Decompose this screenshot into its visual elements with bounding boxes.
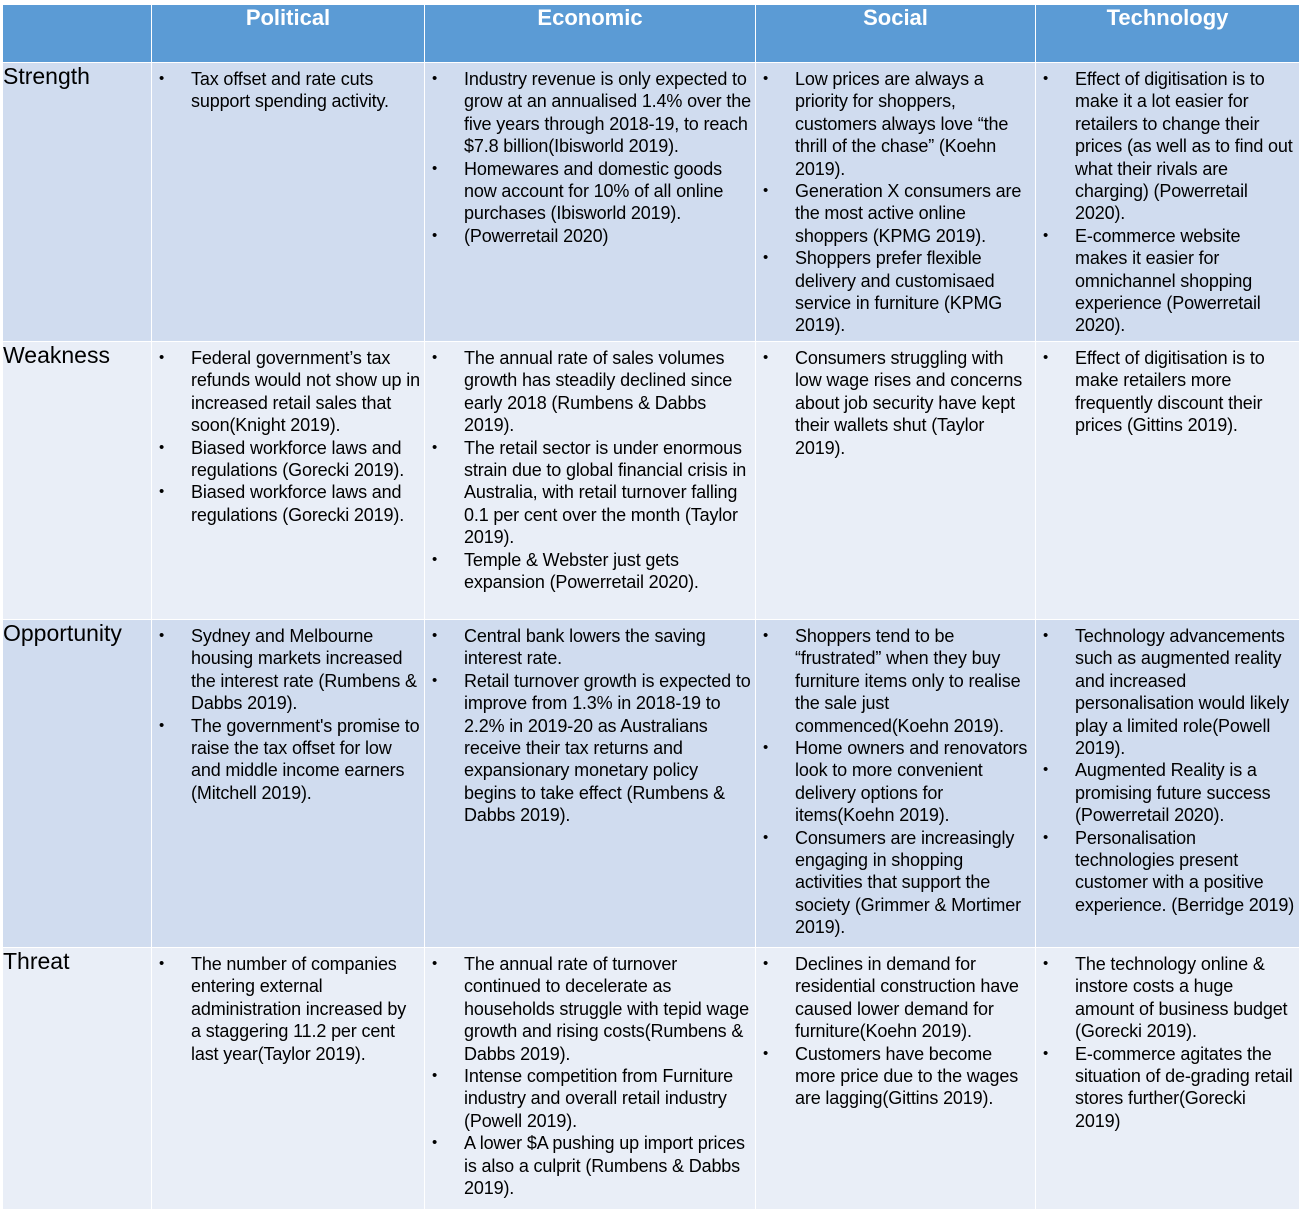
bullet-list — [756, 948, 1035, 1110]
column-header-economic: Economic — [425, 5, 756, 63]
bullet-item: • The retail sector is under enormous strain due to global financial crisis in Australia, with retail turnover falling 0.1 per cent over the month (Taylor 2019). — [425, 437, 751, 549]
bullet-list — [425, 620, 755, 827]
row-strength — [3, 63, 1300, 342]
row-header-strength: Strength — [3, 63, 152, 342]
row-header-weakness: Weakness — [3, 342, 152, 620]
bullet-item: • Intense competition from Furniture industry and overall retail industry (Powell 2019). — [425, 1065, 751, 1132]
cell-strength-economic — [425, 63, 756, 342]
cell-strength-political — [152, 63, 425, 342]
bullet-item: • Personalisation technologies present customer with a positive experience. (Berridge 2019) — [1036, 827, 1295, 917]
bullet-item: • The government's promise to raise the tax offset for low and middle income earners (Mitchell 2019). — [152, 715, 420, 805]
bullet-item: • E-commerce agitates the situation of de-grading retail stores further(Gorecki 2019) — [1036, 1043, 1295, 1133]
bullet-item: • The annual rate of turnover continued to decelerate as households struggle with tepid wage growth and rising costs(Rumbens & Dabbs 2019). — [425, 953, 751, 1065]
cell-opportunity-technology — [1036, 620, 1300, 948]
column-header-social: Social — [756, 5, 1036, 63]
row-header-threat: Threat — [3, 948, 152, 1210]
cell-strength-social — [756, 63, 1036, 342]
bullet-item: • Temple & Webster just gets expansion (Powerretail 2020). — [425, 549, 751, 594]
bullet-list — [425, 948, 755, 1199]
bullet-item: • E-commerce website makes it easier for omnichannel shopping experience (Powerretail 2020). — [1036, 225, 1295, 337]
column-header-political: Political — [152, 5, 425, 63]
bullet-item: • Effect of digitisation is to make retailers more frequently discount their prices (Gittins 2019). — [1036, 347, 1295, 437]
bullet-item: • Consumers struggling with low wage rises and concerns about job security have kept their wallets shut (Taylor 2019). — [756, 347, 1031, 459]
cell-opportunity-social — [756, 620, 1036, 948]
cell-threat-economic — [425, 948, 756, 1210]
column-header-technology: Technology — [1036, 5, 1300, 63]
bullet-item: • (Powerretail 2020) — [425, 225, 751, 247]
row-threat — [3, 948, 1300, 1210]
bullet-item: • Biased workforce laws and regulations (Gorecki 2019). — [152, 437, 420, 482]
bullet-item: • Retail turnover growth is expected to improve from 1.3% in 2018-19 to 2.2% in 2019-20 as Australians receive their tax returns and expansionary monetary policy begins to take effect (Rumbens & Dabbs 2019). — [425, 670, 751, 827]
bullet-item: • Low prices are always a priority for shoppers, customers always love “the thrill of the chase” (Koehn 2019). — [756, 68, 1031, 180]
bullet-item: • The number of companies entering external administration increased by a staggering 11.2 per cent last year(Taylor 2019). — [152, 953, 420, 1065]
bullet-item: • Federal government’s tax refunds would not show up in increased retail sales that soon(Knight 2019). — [152, 347, 420, 437]
bullet-list — [756, 342, 1035, 459]
bullet-item: • Homewares and domestic goods now account for 10% of all online purchases (Ibisworld 2019). — [425, 158, 751, 225]
bullet-list — [1036, 342, 1299, 437]
bullet-item: • The technology online & instore costs a huge amount of business budget (Gorecki 2019). — [1036, 953, 1295, 1043]
bullet-item: • Generation X consumers are the most active online shoppers (KPMG 2019). — [756, 180, 1031, 247]
bullet-item: • Shoppers prefer flexible delivery and customisaed service in furniture (KPMG 2019). — [756, 247, 1031, 337]
bullet-item: • Central bank lowers the saving interest rate. — [425, 625, 751, 670]
row-opportunity — [3, 620, 1300, 948]
bullet-list — [152, 342, 424, 526]
cell-opportunity-economic — [425, 620, 756, 948]
pest-swot-table — [2, 4, 1300, 1210]
bullet-item: • A lower $A pushing up import prices is also a culprit (Rumbens & Dabbs 2019). — [425, 1132, 751, 1199]
bullet-item: • Declines in demand for residential construction have caused lower demand for furniture(Koehn 2019). — [756, 953, 1031, 1043]
cell-threat-technology — [1036, 948, 1300, 1210]
bullet-list — [756, 620, 1035, 939]
cell-threat-social — [756, 948, 1036, 1210]
bullet-list — [152, 620, 424, 804]
bullet-item: • Consumers are increasingly engaging in shopping activities that support the society (Grimmer & Mortimer 2019). — [756, 827, 1031, 939]
bullet-item: • Tax offset and rate cuts support spending activity. — [152, 68, 420, 113]
cell-weakness-economic — [425, 342, 756, 620]
bullet-list — [1036, 948, 1299, 1132]
cell-threat-political — [152, 948, 425, 1210]
row-header-opportunity: Opportunity — [3, 620, 152, 948]
row-weakness — [3, 342, 1300, 620]
cell-strength-technology — [1036, 63, 1300, 342]
bullet-list — [152, 63, 424, 113]
bullet-item: • Industry revenue is only expected to grow at an annualised 1.4% over the five years through 2018-19, to reach $7.8 billion(Ibisworld 2019). — [425, 68, 751, 158]
cell-weakness-technology — [1036, 342, 1300, 620]
bullet-item: • Customers have become more price due to the wages are lagging(Gittins 2019). — [756, 1043, 1031, 1110]
bullet-list — [425, 63, 755, 247]
corner-header-cell — [3, 5, 152, 63]
cell-weakness-social — [756, 342, 1036, 620]
header-row — [3, 5, 1300, 63]
bullet-item: • Technology advancements such as augmented reality and increased personalisation would likely play a limited role(Powell 2019). — [1036, 625, 1295, 759]
bullet-item: • Sydney and Melbourne housing markets increased the interest rate (Rumbens & Dabbs 2019). — [152, 625, 420, 715]
bullet-item: • The annual rate of sales volumes growth has steadily declined since early 2018 (Rumbens & Dabbs 2019). — [425, 347, 751, 437]
bullet-item: • Augmented Reality is a promising future success (Powerretail 2020). — [1036, 759, 1295, 826]
bullet-list — [425, 342, 755, 593]
bullet-list — [1036, 63, 1299, 337]
cell-opportunity-political — [152, 620, 425, 948]
bullet-item: • Effect of digitisation is to make it a lot easier for retailers to change their prices (as well as to find out what their rivals are charging) (Powerretail 2020). — [1036, 68, 1295, 225]
bullet-list — [1036, 620, 1299, 916]
bullet-list — [152, 948, 424, 1065]
cell-weakness-political — [152, 342, 425, 620]
bullet-item: • Shoppers tend to be “frustrated” when they buy furniture items only to realise the sale just commenced(Koehn 2019). — [756, 625, 1031, 737]
bullet-item: • Home owners and renovators look to more convenient delivery options for items(Koehn 2019). — [756, 737, 1031, 827]
bullet-item: • Biased workforce laws and regulations (Gorecki 2019). — [152, 481, 420, 526]
bullet-list — [756, 63, 1035, 337]
